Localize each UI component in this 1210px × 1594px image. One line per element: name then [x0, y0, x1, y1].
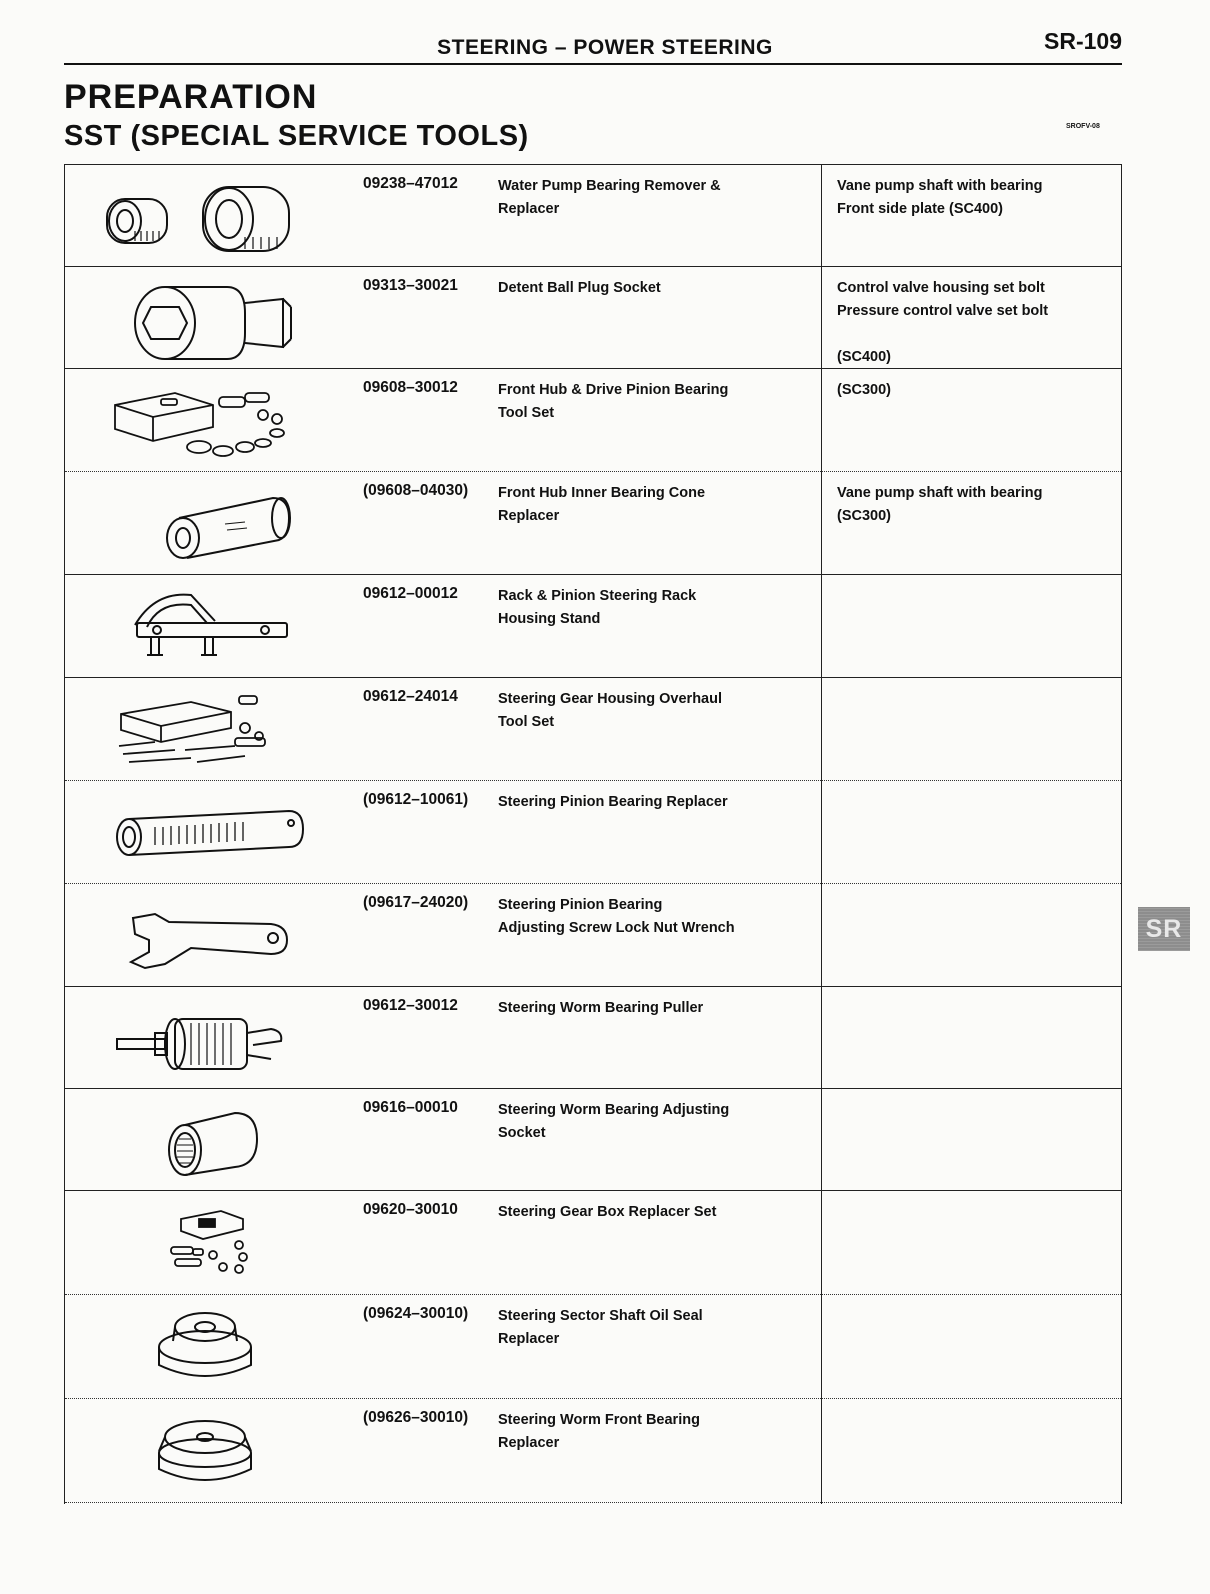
tool-name: Steering Worm Bearing Puller [498, 1000, 704, 1016]
part-number: (09612–10061) [363, 791, 469, 808]
tool-name: Rack & Pinion Steering Rack Housing Stand [498, 588, 697, 627]
replacer-sleeve-icon [95, 478, 315, 568]
part-number: (09608–04030) [363, 482, 469, 499]
table-row [65, 1398, 1121, 1503]
tool-usage: Vane pump shaft with bearing (SC300) [837, 485, 1043, 524]
replacer-set-icon [95, 1197, 315, 1287]
table-row [65, 1294, 1121, 1399]
table-bottom-rule [65, 1502, 1121, 1503]
tool-name: Steering Gear Housing Overhaul Tool Set [498, 691, 722, 730]
overhaul-kit-icon [95, 684, 315, 774]
header-rule [64, 63, 1122, 65]
part-number: (09624–30010) [363, 1305, 469, 1322]
hex-socket-icon [95, 273, 315, 363]
tool-name: Steering Gear Box Replacer Set [498, 1204, 717, 1220]
part-number: 09612–24014 [363, 688, 458, 705]
table-row [65, 1190, 1121, 1295]
table-row [65, 266, 1121, 369]
section-subtitle: SST (SPECIAL SERVICE TOOLS) [64, 120, 529, 152]
table-row [65, 471, 1121, 575]
bearing-puller-icon [95, 993, 315, 1083]
tool-name: Detent Ball Plug Socket [498, 280, 661, 296]
part-number: (09626–30010) [363, 1409, 469, 1426]
section-title: PREPARATION [64, 78, 318, 116]
part-number: 09616–00010 [363, 1099, 458, 1116]
table-row [65, 883, 1121, 987]
adjusting-socket-icon [95, 1095, 315, 1185]
housing-stand-icon [95, 581, 315, 671]
tool-usage: Control valve housing set bolt Pressure control valve set bolt (SC400) [837, 280, 1049, 365]
page-number: SR-109 [1044, 28, 1122, 54]
tool-name: Steering Sector Shaft Oil Seal Replacer [498, 1308, 703, 1347]
tool-name: Steering Pinion Bearing Replacer [498, 794, 728, 810]
lock-nut-wrench-icon [95, 890, 315, 980]
sst-table [64, 164, 1122, 1504]
tool-name: Steering Worm Bearing Adjusting Socket [498, 1102, 730, 1141]
figure-code: SROFV-08 [1066, 123, 1100, 130]
part-number: 09612–30012 [363, 997, 458, 1014]
part-number: (09617–24020) [363, 894, 469, 911]
tool-name: Steering Pinion Bearing Adjusting Screw Lock Nut Wrench [498, 897, 735, 936]
table-row [65, 1088, 1121, 1191]
table-row [65, 368, 1121, 472]
table-row [65, 164, 1121, 267]
tool-name: Steering Worm Front Bearing Replacer [498, 1412, 700, 1451]
table-row [65, 986, 1121, 1089]
tool-usage: Vane pump shaft with bearing Front side plate (SC400) [837, 178, 1043, 217]
part-number: 09620–30010 [363, 1201, 458, 1218]
running-header-title: STEERING – POWER STEERING [437, 36, 773, 59]
part-number: 09238–47012 [363, 175, 458, 192]
sockets-icon [95, 171, 315, 261]
tool-name: Front Hub Inner Bearing Cone Replacer [498, 485, 706, 524]
table-row [65, 677, 1121, 781]
tool-name: Front Hub & Drive Pinion Bearing Tool Set [498, 382, 729, 421]
part-number: 09313–30021 [363, 277, 458, 294]
table-row [65, 574, 1121, 678]
section-tab-sr[interactable]: SR [1138, 907, 1190, 951]
bearing-replacer-icon [95, 787, 315, 877]
front-bearing-replacer-icon [95, 1405, 315, 1495]
tool-case-icon [95, 375, 315, 465]
part-number: 09612–00012 [363, 585, 458, 602]
tool-usage: (SC300) [837, 382, 891, 398]
table-row [65, 780, 1121, 884]
part-number: 09608–30012 [363, 379, 458, 396]
tool-name: Water Pump Bearing Remover & Replacer [498, 178, 721, 217]
oil-seal-replacer-icon [95, 1301, 315, 1391]
